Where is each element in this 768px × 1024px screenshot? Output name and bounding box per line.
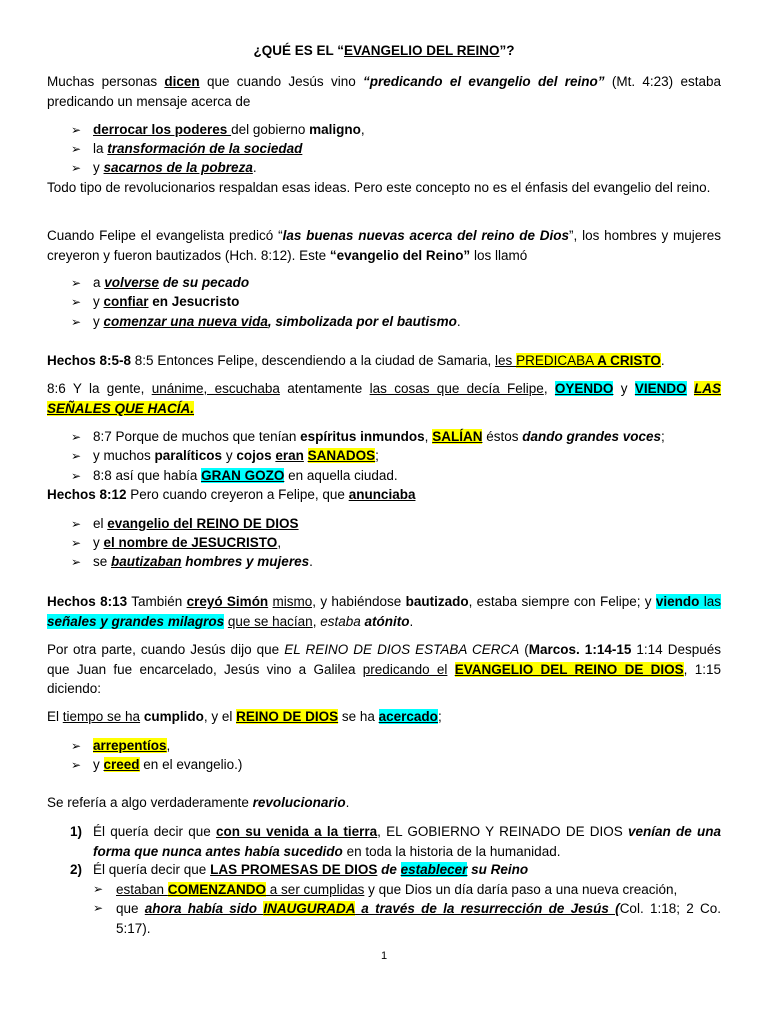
- list-item: ➢ y creed en el evangelio.): [71, 755, 721, 776]
- sub-list-item: ➢ que ahora había sido INAUGURADA a través de la resurrección de Jesús (Col. 1:18; 2 Co. 5:17).: [93, 901, 721, 936]
- title-post: ”?: [499, 43, 515, 58]
- sub-list-item: ➢ estaban COMENZANDO a ser cumplidas y que Dios un día daría paso a una nueva creación,: [116, 880, 721, 900]
- paragraph: Por otra parte, cuando Jesús dijo que EL REINO DE DIOS ESTABA CERCA (Marcos. 1:14-15 1:14 Después que Juan fue encarcelado, Jesús vino a Galilea predicando el EVANGELIO DEL REINO DE DIOS, 1:15 diciendo:: [47, 642, 721, 696]
- arrow-bullet-icon: ➢: [71, 536, 82, 550]
- arrow-bullet-icon: ➢: [93, 901, 104, 915]
- title-main: EVANGELIO DEL REINO: [344, 43, 500, 58]
- list-item: ➢ y comenzar una nueva vida, simbolizada por el bautismo.: [71, 312, 721, 333]
- arrow-bullet-icon: ➢: [71, 555, 82, 569]
- verse-heading: Hechos 8:12 Pero cuando creyeron a Felipe, que anunciaba: [47, 487, 416, 502]
- paragraph: Se refería a algo verdaderamente revolucionario.: [47, 795, 350, 810]
- ordered-list-item: 2) Él quería decir que LAS PROMESAS DE DIOS de establecer su Reino: [70, 862, 529, 877]
- verse-paragraph: Hechos 8:13 También creyó Simón mismo, y habiéndose bautizado, estaba siempre con Felipe; y viendo las señales y grandes milagros que se hacían, estaba atónito.: [47, 594, 721, 629]
- paragraph: 8:6 Y la gente, unánime, escuchaba atentamente las cosas que decía Felipe, OYENDO y VIENDO LAS SEÑALES QUE HACÍA.: [47, 381, 721, 416]
- paragraph: Todo tipo de revolucionarios respaldan esas ideas. Pero este concepto no es el énfasis del evangelio del reino.: [47, 180, 711, 195]
- verse-heading: Hechos 8:5-8 8:5 Entonces Felipe, descendiendo a la ciudad de Samaria, les PREDICABA A CRISTO.: [47, 353, 665, 368]
- list-item: ➢ y muchos paralíticos y cojos eran SANADOS;: [71, 446, 721, 467]
- paragraph: Cuando Felipe el evangelista predicó “las buenas nuevas acerca del reino de Dios”, los hombres y mujeres creyeron y fueron bautizados (Hch. 8:12). Este “evangelio del Reino” los llamó: [47, 228, 722, 263]
- arrow-bullet-icon: ➢: [71, 517, 82, 531]
- list-item: ➢ y confiar en Jesucristo: [71, 292, 721, 313]
- list-item: ➢ se bautizaban hombres y mujeres.: [71, 552, 721, 573]
- page-title: [0, 43, 768, 58]
- arrow-bullet-icon: ➢: [93, 882, 104, 896]
- page-number: 1: [380, 950, 388, 962]
- list-item: ➢ la transformación de la sociedad: [71, 139, 721, 160]
- arrow-bullet-icon: ➢: [71, 758, 82, 772]
- list-item: ➢ 8:7 Porque de muchos que tenían espíritus inmundos, SALÍAN éstos dando grandes voces;: [71, 427, 721, 448]
- list-item: ➢ 8:8 así que había GRAN GOZO en aquella ciudad.: [71, 466, 721, 487]
- list-item: ➢ derrocar los poderes del gobierno maligno,: [71, 120, 721, 141]
- title-pre: ¿QUÉ ES EL “: [253, 43, 344, 58]
- list-item: ➢ y el nombre de JESUCRISTO,: [71, 533, 721, 554]
- list-item: ➢ y sacarnos de la pobreza.: [71, 158, 721, 179]
- list-item: ➢ a volverse de su pecado: [71, 273, 721, 294]
- arrow-bullet-icon: ➢: [71, 739, 82, 753]
- paragraph: El tiempo se ha cumplido, y el REINO DE DIOS se ha acercado;: [47, 709, 442, 724]
- list-item: ➢ arrepentíos,: [71, 736, 721, 757]
- arrow-bullet-icon: ➢: [71, 123, 82, 137]
- arrow-bullet-icon: ➢: [71, 142, 82, 156]
- arrow-bullet-icon: ➢: [71, 276, 82, 290]
- intro-paragraph: Muchas personas dicen que cuando Jesús vino “predicando el evangelio del reino” (Mt. 4:23) estaba predicando un mensaje acerca de: [47, 74, 721, 109]
- arrow-bullet-icon: ➢: [71, 161, 82, 175]
- list-item: ➢ el evangelio del REINO DE DIOS: [71, 514, 721, 535]
- arrow-bullet-icon: ➢: [71, 430, 82, 444]
- arrow-bullet-icon: ➢: [71, 469, 82, 483]
- arrow-bullet-icon: ➢: [71, 315, 82, 329]
- ordered-list-item: 1) Él quería decir que con su venida a la tierra, EL GOBIERNO Y REINADO DE DIOS venían de una forma que nunca antes había sucedido en toda la historia de la humanidad.: [70, 824, 721, 859]
- arrow-bullet-icon: ➢: [71, 295, 82, 309]
- arrow-bullet-icon: ➢: [71, 449, 82, 463]
